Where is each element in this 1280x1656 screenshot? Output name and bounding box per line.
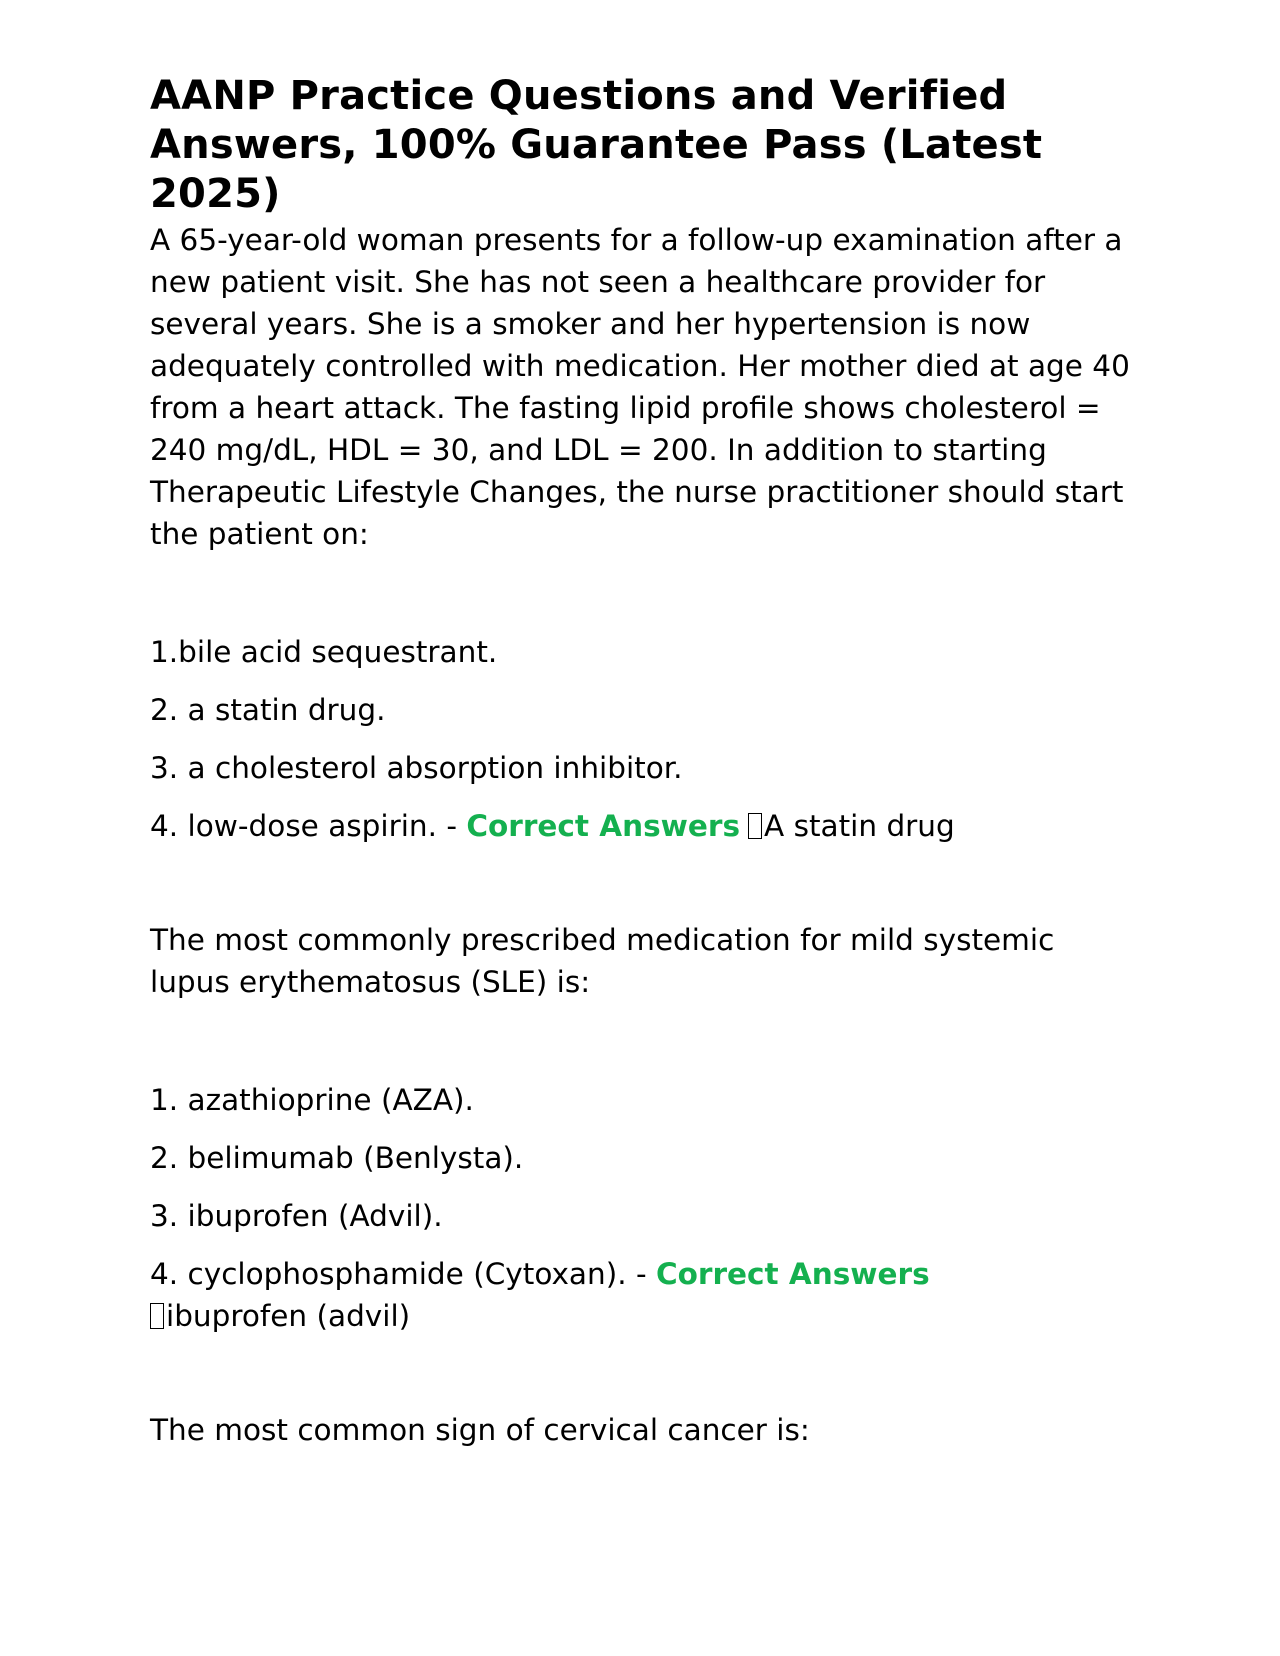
question-1 [150,219,1130,847]
answer-option-text: 4. cyclophosphamide (Cytoxan). - [150,1257,647,1291]
question-3 [150,1409,1130,1451]
answer-option-with-answer [150,805,1130,847]
answer-option: 3. a cholesterol absorption inhibitor. [150,751,683,785]
answer-option: 1.bile acid sequestrant. [150,635,498,669]
correct-answer-text: A statin drug [764,809,955,843]
correct-answers-label: Correct Answers [656,1257,930,1291]
document-title: AANP Practice Questions and Verified Answers, 100% Guarantee Pass (Latest 2025) [150,73,1043,217]
document-page [150,72,1130,1451]
question-stem: The most common sign of cervical cancer is: [150,1413,810,1447]
question-2 [150,919,1130,1337]
correct-answer-text: ibuprofen (advil) [166,1299,411,1333]
question-stem: A 65-year-old woman presents for a follow-up examination after a new patient visit. She has not seen a healthcare provider for several years. She is a smoker and her hypertension is now adequately controlled with medication. Her mother died at age 40 from a heart attack. The fasting lipid profile shows cholesterol = 240 mg/dL, HDL = 30, and LDL = 200. In addition to starting Therapeutic Lifestyle Changes, the nurse practitioner should start the patient on: [150,223,1130,551]
answer-option: 1. azathioprine (AZA). [150,1083,474,1117]
answer-option: 2. a statin drug. [150,693,386,727]
answer-option: 3. ibuprofen (Advil). [150,1199,443,1233]
correct-answers-label: Correct Answers [466,809,741,843]
answer-option: 2. belimumab (Benlysta). [150,1141,524,1175]
missing-glyph-box-icon [748,813,762,839]
answer-option-text: 4. low-dose aspirin. - [150,809,457,843]
answer-option-with-answer [150,1253,1130,1337]
missing-glyph-box-icon [150,1303,164,1329]
question-stem: The most commonly prescribed medication for mild systemic lupus erythematosus (SLE) is: [150,923,1055,999]
